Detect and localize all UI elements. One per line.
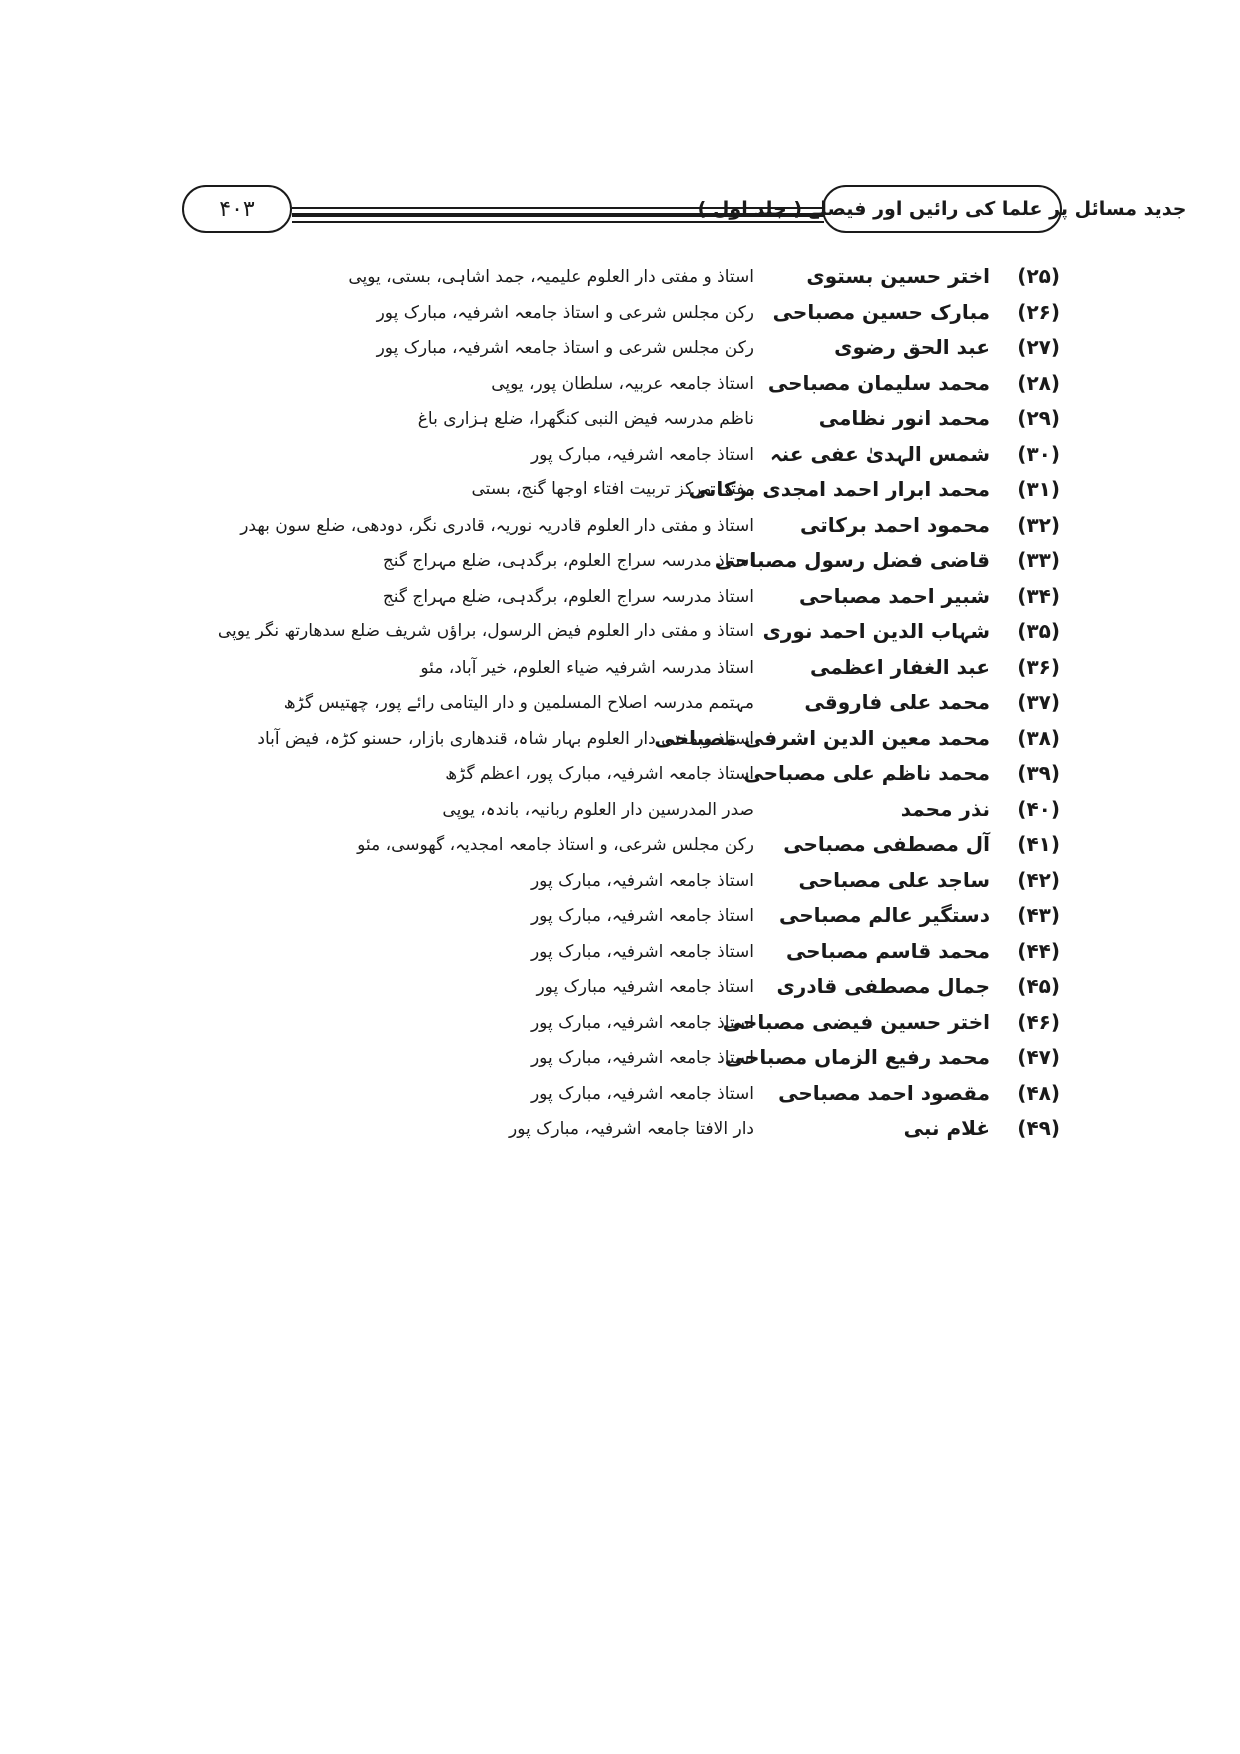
entry-description: استاذ جامعہ اشرفیہ، مبارک پور <box>530 444 754 465</box>
entry-number: (۳۸) <box>1017 725 1060 750</box>
entry-description: رکن مجلس شرعی و استاذ جامعہ اشرفیہ، مبارک پور <box>376 338 754 358</box>
book-title: جدید مسائل پر علما کی رائیں اور فیصلے ( جلد اول ) <box>822 185 1062 233</box>
entry-number: (۴۵) <box>1017 974 1060 998</box>
entry-number: (۳۴) <box>1017 583 1060 608</box>
entry-name: آل مصطفی مصباحی <box>783 832 990 856</box>
entry-description: استاذ و مفتی دار العلوم بہار شاہ، قندھاری بازار، حسنو کڑہ، فیض آباد <box>257 728 754 749</box>
entry-number: (۴۱) <box>1017 832 1060 856</box>
entry-description: رکن مجلس شرعی، و استاذ جامعہ امجدیہ، گھوسی، مئو <box>357 835 754 855</box>
list-item <box>240 367 1060 403</box>
entry-description: استاذ مدرسہ سراج العلوم، برگدہی، ضلع مہراج گنج <box>382 551 754 571</box>
entry-name: مقصود احمد مصباحی <box>778 1080 990 1105</box>
list-item <box>240 651 1060 687</box>
list-item <box>240 473 1060 509</box>
entry-description: ناظم مدرسہ فیض النبی کنگھرا، ضلع ہزاری باغ <box>417 409 754 429</box>
entry-name: غلام نبی <box>903 1116 990 1140</box>
entry-description: استاذ جامعہ اشرفیہ، مبارک پور <box>530 941 754 962</box>
entry-number: (۳۱) <box>1017 477 1060 501</box>
entry-number: (۳۶) <box>1017 654 1060 679</box>
entry-name: دستگیر عالم مصباحی <box>778 903 990 927</box>
entry-name: محمد قاسم مصباحی <box>785 938 990 963</box>
entry-description: صدر المدرسین دار العلوم ربانیہ، باندہ، یوپی <box>442 799 754 820</box>
entry-name: عبد الغفار اعظمی <box>809 654 990 679</box>
page-number: ۴۰۳ <box>182 185 292 233</box>
entry-description: استاذ مدرسہ سراج العلوم، برگدہی، ضلع مہراج گنج <box>382 586 754 607</box>
entry-description: رکن مجلس شرعی و استاذ جامعہ اشرفیہ، مبارک پور <box>376 302 754 323</box>
entry-description: مفتی مرکز تربیت افتاء اوجھا گنج، بستی <box>471 479 754 499</box>
list-item <box>240 1041 1060 1077</box>
list-item <box>240 686 1060 722</box>
entry-number: (۳۷) <box>1017 690 1060 714</box>
list-item <box>240 1112 1060 1148</box>
entry-number: (۳۰) <box>1017 441 1060 466</box>
entry-description: استاذ جامعہ اشرفیہ، مبارک پور <box>530 870 754 891</box>
list-item <box>240 402 1060 438</box>
entry-number: (۲۹) <box>1017 406 1060 430</box>
entry-name: محمد رفیع الزماں مصباحی <box>724 1045 990 1069</box>
entry-number: (۳۳) <box>1017 548 1060 572</box>
list-item <box>240 970 1060 1006</box>
list-item <box>240 899 1060 935</box>
entry-name: محمد علی فاروقی <box>804 690 990 714</box>
entry-number: (۴۲) <box>1017 867 1060 892</box>
entry-number: (۴۳) <box>1017 903 1060 927</box>
entry-name: محمد ابرار احمد امجدی برکاتی <box>688 477 990 501</box>
entry-description: استاذ جامعہ اشرفیہ، مبارک پور <box>530 1083 754 1104</box>
list-item <box>240 544 1060 580</box>
entry-number: (۴۰) <box>1017 796 1060 821</box>
entry-description: استاذ جامعہ عربیہ، سلطان پور، یوپی <box>491 373 754 394</box>
entry-number: (۳۵) <box>1017 619 1060 643</box>
list-item <box>217 615 1060 651</box>
entry-description: استاذ مدرسہ اشرفیہ ضیاء العلوم، خیر آباد، مئو <box>420 657 754 678</box>
entry-description: استاذ جامعہ اشرفیہ مبارک پور <box>536 977 754 997</box>
list-item <box>240 935 1060 971</box>
entry-description: استاذ و مفتی دار العلوم قادریہ نوریہ، قادری نگر، دودھی، ضلع سون بھدر <box>240 515 754 536</box>
signatories-list <box>217 260 1060 1148</box>
entry-name: شہاب الدین احمد نوری <box>762 619 990 643</box>
entry-name: محمد ناظم علی مصباحی <box>743 761 990 785</box>
entry-name: نذر محمد <box>900 796 990 821</box>
entry-name: مبارک حسین مصباحی <box>772 299 990 324</box>
entry-number: (۳۲) <box>1017 512 1060 537</box>
list-item <box>240 509 1060 545</box>
entry-name: شمس الہدیٰ عفی عنہ <box>769 441 990 466</box>
entry-description: مہتمم مدرسہ اصلاح المسلمین و دار الیتامی رائے پور، چھتیس گڑھ <box>283 693 754 713</box>
list-item <box>240 1006 1060 1042</box>
entry-description: استاذ جامعہ اشرفیہ، مبارک پور <box>530 1048 754 1068</box>
entry-name: محمد انور نظامی <box>818 406 990 430</box>
page-header <box>182 185 1187 241</box>
entry-description: دار الافتا جامعہ اشرفیہ، مبارک پور <box>509 1119 754 1139</box>
entry-number: (۴۸) <box>1017 1080 1060 1105</box>
entry-number: (۴۴) <box>1017 938 1060 963</box>
list-item <box>240 793 1060 829</box>
list-item <box>240 722 1060 758</box>
entry-number: (۴۶) <box>1017 1009 1060 1034</box>
list-item <box>240 331 1060 367</box>
entry-name: اختر حسین بستوی <box>806 264 990 288</box>
entry-name: محمد معین الدین اشرفی مصباحی <box>654 725 990 750</box>
list-item <box>240 757 1060 793</box>
entry-name: عبد الحق رضوی <box>834 335 990 359</box>
list-item <box>240 580 1060 616</box>
entry-description: استاذ جامعہ اشرفیہ، مبارک پور، اعظم گڑھ <box>445 764 754 784</box>
entry-name: شبیر احمد مصباحی <box>798 583 990 608</box>
entry-number: (۴۷) <box>1017 1045 1060 1069</box>
entry-number: (۳۹) <box>1017 761 1060 785</box>
entry-number: (۲۵) <box>1017 264 1060 288</box>
header-rule <box>292 221 824 223</box>
list-item <box>240 828 1060 864</box>
entry-name: جمال مصطفی قادری <box>776 974 990 998</box>
entry-number: (۲۷) <box>1017 335 1060 359</box>
entry-number: (۲۸) <box>1017 370 1060 395</box>
list-item <box>240 296 1060 332</box>
entry-description: استاذ و مفتی دار العلوم فیض الرسول، براؤں شریف ضلع سدھارتھ نگر یوپی <box>217 621 754 641</box>
list-item <box>240 864 1060 900</box>
entry-name: قاضی فضل رسول مصباحی <box>714 548 990 572</box>
list-item <box>240 260 1060 296</box>
entry-number: (۴۹) <box>1017 1116 1060 1140</box>
entry-name: اختر حسین فیضی مصباحی <box>722 1009 990 1034</box>
entry-number: (۲۶) <box>1017 299 1060 324</box>
list-item <box>240 438 1060 474</box>
entry-name: محمود احمد برکاتی <box>800 512 990 537</box>
entry-name: ساجد علی مصباحی <box>798 867 990 892</box>
entry-description: استاذ جامعہ اشرفیہ، مبارک پور <box>530 1012 754 1033</box>
list-item <box>240 1077 1060 1113</box>
entry-description: استاذ و مفتی دار العلوم علیمیہ، جمد اشاہی، بستی، یوپی <box>348 267 754 287</box>
entry-name: محمد سلیمان مصباحی <box>767 370 990 395</box>
entry-description: استاذ جامعہ اشرفیہ، مبارک پور <box>530 906 754 926</box>
